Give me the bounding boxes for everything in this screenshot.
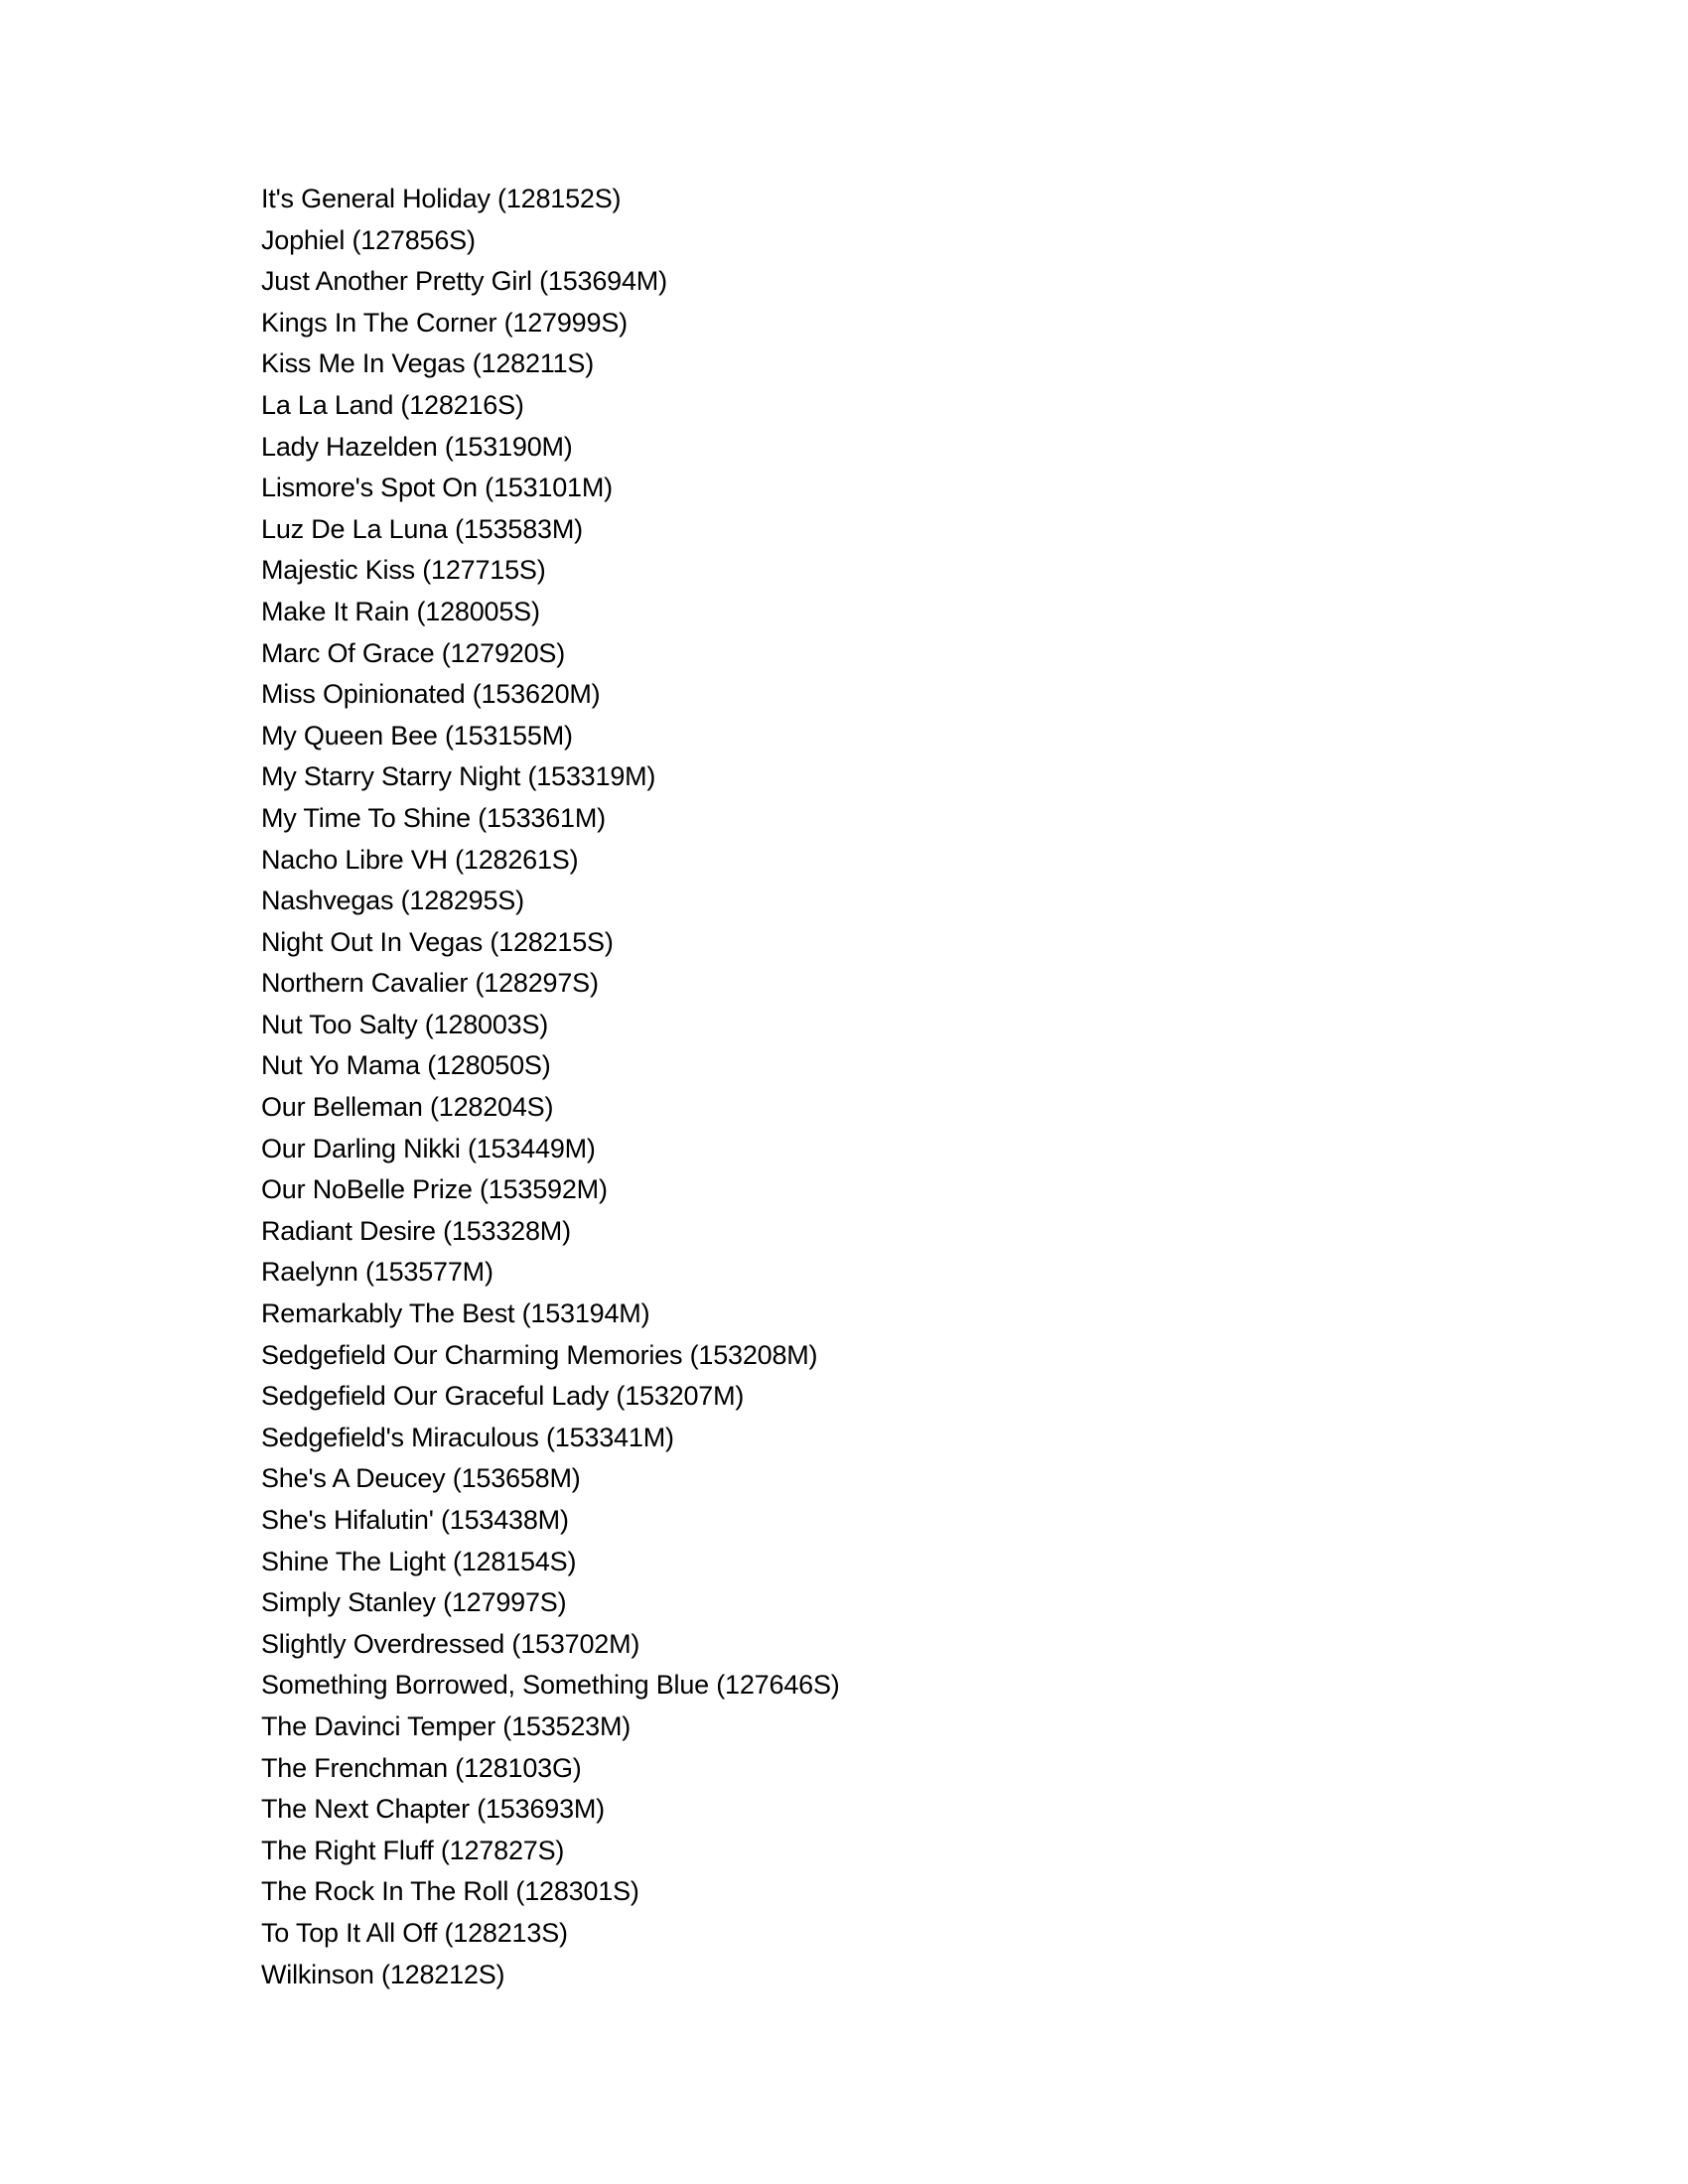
list-item: Just Another Pretty Girl (153694M): [261, 266, 667, 297]
list-item: Our Darling Nikki (153449M): [261, 1133, 596, 1163]
list-item: Shine The Light (128154S): [261, 1546, 577, 1576]
list-item: Our Belleman (128204S): [261, 1092, 554, 1123]
list-item: Sedgefield Our Graceful Lady (153207M): [261, 1381, 745, 1412]
list-item: Kiss Me In Vegas (128211S): [261, 348, 594, 379]
list-item: Simply Stanley (127997S): [261, 1587, 567, 1618]
list-item: The Davinci Temper (153523M): [261, 1710, 632, 1741]
list-item: Nacho Libre VH (128261S): [261, 844, 579, 875]
list-item: Nut Too Salty (128003S): [261, 1009, 549, 1039]
list-item: Nut Yo Mama (128050S): [261, 1050, 551, 1081]
list-item: Wilkinson (128212S): [261, 1959, 505, 1989]
list-item: Radiant Desire (153328M): [261, 1215, 571, 1246]
list-item: My Time To Shine (153361M): [261, 802, 606, 833]
list-item: The Next Chapter (153693M): [261, 1794, 605, 1825]
list-item: Our NoBelle Prize (153592M): [261, 1174, 608, 1205]
list-item: She's Hifalutin' (153438M): [261, 1505, 569, 1535]
list-item: The Rock In The Roll (128301S): [261, 1876, 639, 1907]
list-item: Raelynn (153577M): [261, 1257, 493, 1288]
list-item: Kings In The Corner (127999S): [261, 307, 628, 338]
list-item: Lady Hazelden (153190M): [261, 431, 573, 462]
list-item: Northern Cavalier (128297S): [261, 968, 599, 999]
list-item: Lismore's Spot On (153101M): [261, 473, 613, 503]
list-item: The Right Fluff (127827S): [261, 1835, 565, 1865]
list-item: My Starry Starry Night (153319M): [261, 761, 656, 792]
list-item: Marc Of Grace (127920S): [261, 637, 566, 668]
list-item: Make It Rain (128005S): [261, 596, 540, 626]
list-item: Miss Opinionated (153620M): [261, 679, 601, 710]
list-item: Remarkably The Best (153194M): [261, 1298, 650, 1329]
list-item: Something Borrowed, Something Blue (127646S): [261, 1670, 840, 1701]
list-item: My Queen Bee (153155M): [261, 720, 573, 751]
list-item: Luz De La Luna (153583M): [261, 513, 583, 544]
list-item: She's A Deucey (153658M): [261, 1463, 581, 1494]
list-item: To Top It All Off (128213S): [261, 1917, 568, 1948]
list-item: The Frenchman (128103G): [261, 1752, 582, 1783]
entry-list: [261, 179, 840, 1995]
list-item: It's General Holiday (128152S): [261, 184, 622, 213]
list-item: Sedgefield's Miraculous (153341M): [261, 1422, 674, 1452]
list-item: Majestic Kiss (127715S): [261, 555, 546, 586]
list-item: Sedgefield Our Charming Memories (153208M): [261, 1339, 818, 1370]
list-item: Jophiel (127856S): [261, 224, 476, 255]
list-item: Nashvegas (128295S): [261, 886, 524, 916]
list-item: Slightly Overdressed (153702M): [261, 1628, 640, 1659]
list-item: Night Out In Vegas (128215S): [261, 926, 614, 957]
list-item: La La Land (128216S): [261, 389, 524, 420]
